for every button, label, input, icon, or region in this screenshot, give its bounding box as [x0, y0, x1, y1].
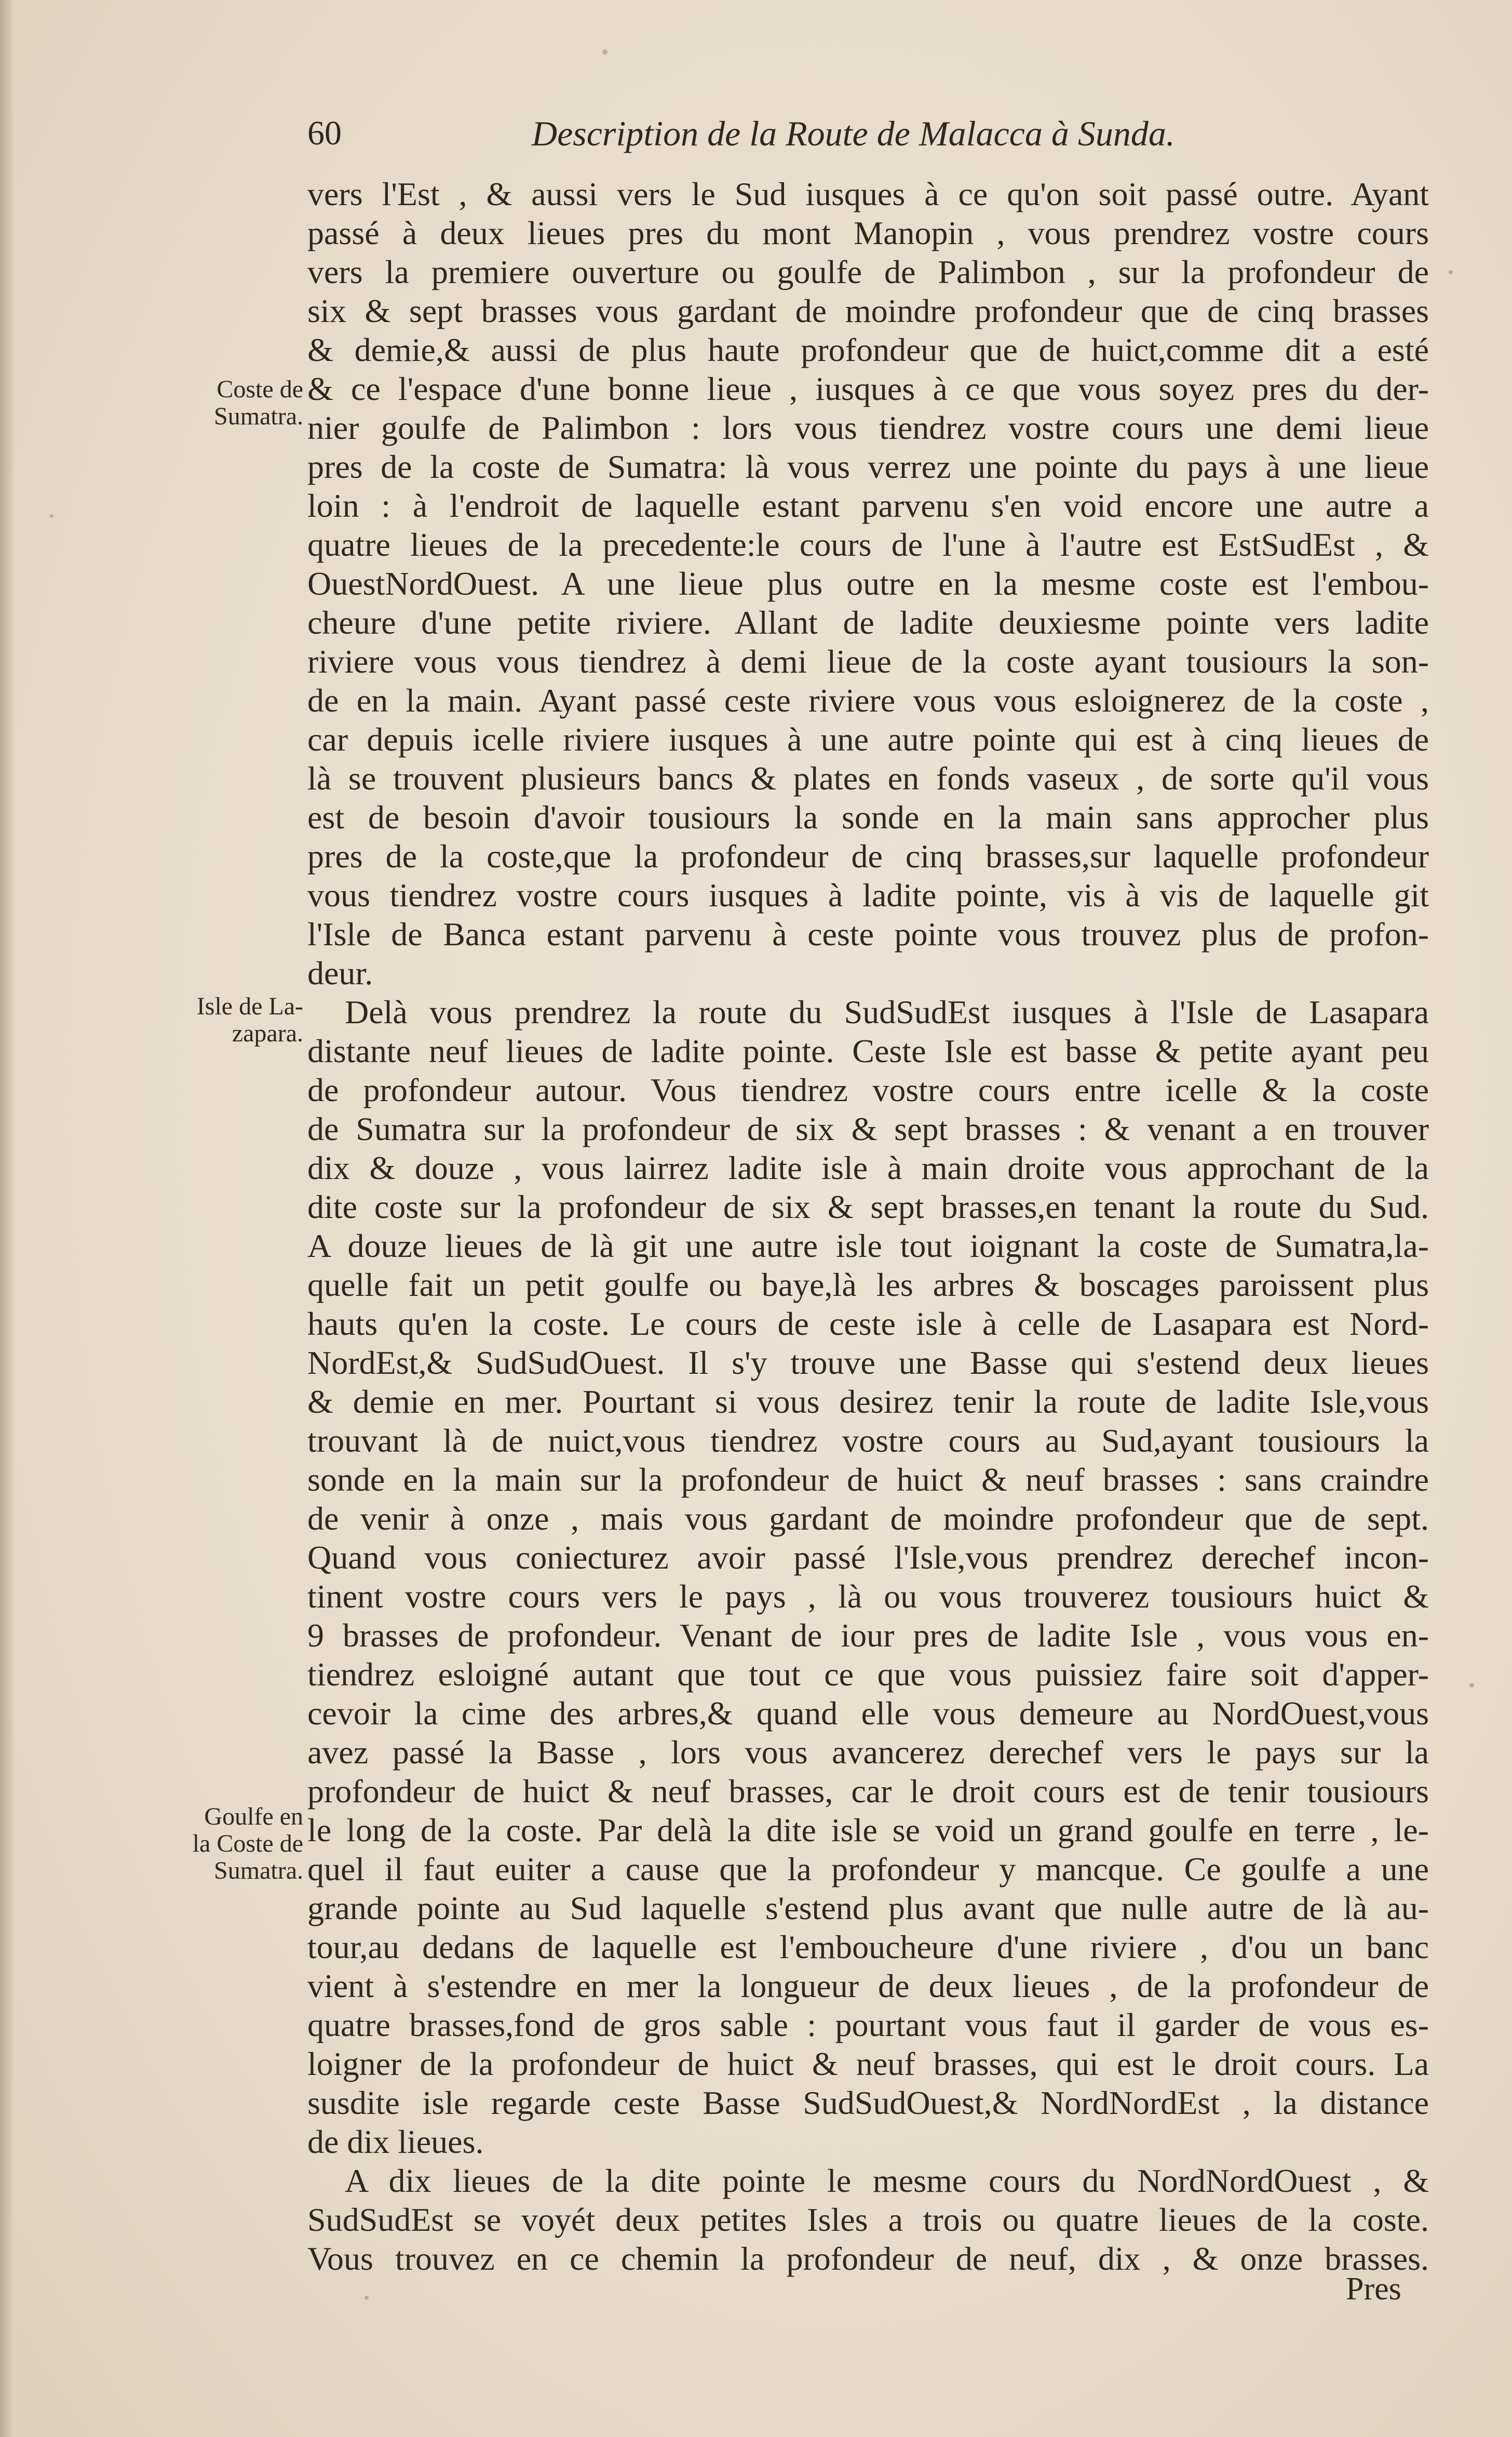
margin-note-line: Goulfe en [204, 1803, 303, 1830]
text-line: cevoir la cime des arbres,& quand elle vous demeure au NordOuest,vous [307, 1695, 1429, 1732]
text-line: six & sept brasses vous gardant de moindre profondeur que de cinq brasses [307, 292, 1429, 329]
text-line: de venir à onze , mais vous gardant de moindre profondeur que de sept. [307, 1500, 1429, 1537]
text-line: car depuis icelle riviere iusques à une autre pointe qui est à cinq lieues de [307, 721, 1429, 758]
text-line: de Sumatra sur la profondeur de six & sept brasses : & venant a en trouver [307, 1110, 1429, 1147]
text-line: pres de la coste de Sumatra: là vous verrez une pointe du pays à une lieue [307, 448, 1429, 485]
text-line: dix & douze , vous lairrez ladite isle à main droite vous approchant de la [307, 1149, 1429, 1186]
text-line: deur. [307, 955, 373, 992]
paper-speck [365, 2296, 369, 2300]
text-line: quel il faut euiter a cause que la profondeur y mancque. Ce goulfe a une [307, 1851, 1429, 1887]
margin-note-goulfe-en-la-coste [167, 1803, 303, 1884]
margin-note-line: Coste de [217, 376, 303, 403]
text-line: grande pointe au Sud laquelle s'estend plus avant que nulle autre de là au- [307, 1890, 1429, 1926]
text-line: cheure d'une petite riviere. Allant de ladite deuxiesme pointe vers ladite [307, 604, 1429, 641]
text-line: de profondeur autour. Vous tiendrez vostre cours entre icelle & la coste [307, 1072, 1429, 1108]
text-line: quatre lieues de la precedente:le cours de l'une à l'autre est EstSudEst , & [307, 526, 1429, 563]
paper-speck [602, 49, 608, 55]
text-line: Delà vous prendrez la route du SudSudEst iusques à l'Isle de Lasapara [345, 994, 1429, 1030]
text-line: tinent vostre cours vers le pays , là ou vous trouverez tousiours huict & [307, 1578, 1429, 1615]
text-line: tiendrez esloigné autant que tout ce que vous puissiez faire soit d'apper- [307, 1656, 1429, 1693]
catchword: Pres [1346, 2271, 1401, 2307]
body-paragraph-2 [307, 993, 1429, 2161]
text-line: Vous trouvez en ce chemin la profondeur de neuf, dix , & onze brasses. [307, 2240, 1429, 2277]
margin-note-line: Isle de La- [196, 993, 303, 1020]
running-title: Description de la Route de Malacca à Sunda. [532, 114, 1175, 153]
text-line: SudSudEst se voyét deux petites Isles a trois ou quatre lieues de la coste. [307, 2201, 1429, 2238]
text-line: nier goulfe de Palimbon : lors vous tiendrez vostre cours une demi lieue [307, 409, 1429, 446]
text-line: vers l'Est , & aussi vers le Sud iusques à ce qu'on soit passé outre. Ayant [307, 176, 1429, 212]
page-number: 60 [307, 114, 342, 152]
text-line: là se trouvent plusieurs bancs & plates en fonds vaseux , de sorte qu'il vous [307, 760, 1429, 797]
text-line: loin : à l'endroit de laquelle estant parvenu s'en void encore une autre a [307, 487, 1429, 524]
text-line: dite coste sur la profondeur de six & sept brasses,en tenant la route du Sud. [307, 1188, 1429, 1225]
text-line: Quand vous coniecturez avoir passé l'Isle,vous prendrez derechef incon- [307, 1539, 1429, 1576]
text-line: est de besoin d'avoir tousiours la sonde en la main sans approcher plus [307, 799, 1429, 836]
text-line: tour,au dedans de laquelle est l'emboucheure d'une riviere , d'ou un banc [307, 1929, 1429, 1965]
text-line: de dix lieues. [307, 2123, 484, 2160]
paper-speck [50, 514, 53, 518]
text-line: & ce l'espace d'une bonne lieue , iusques à ce que vous soyez pres du der- [307, 370, 1429, 407]
margin-note-line: la Coste de [192, 1830, 303, 1857]
text-line: riviere vous vous tiendrez à demi lieue de la coste ayant tousiours la son- [307, 643, 1429, 680]
text-line: trouvant là de nuict,vous tiendrez vostre cours au Sud,ayant tousiours la [307, 1422, 1429, 1459]
text-line: & demie,& aussi de plus haute profondeur que de huict,comme dit a esté [307, 331, 1429, 368]
text-line: passé à deux lieues pres du mont Manopin , vous prendrez vostre cours [307, 215, 1429, 251]
margin-note-isle-de-lazapara [167, 993, 303, 1047]
text-line: loigner de la profondeur de huict & neuf brasses, qui est le droit cours. La [307, 2045, 1429, 2082]
text-line: le long de la coste. Par delà la dite isle se void un grand goulfe en terre , le- [307, 1812, 1429, 1849]
paper-speck [1469, 1683, 1474, 1688]
margin-note-line: Sumatra. [214, 1857, 303, 1884]
text-line: NordEst,& SudSudOuest. Il s'y trouve une Basse qui s'estend deux lieues [307, 1344, 1429, 1381]
text-line: quatre brasses,fond de gros sable : pourtant vous faut il garder de vous es- [307, 2006, 1429, 2043]
body-paragraph-3 [307, 2161, 1429, 2278]
text-line: distante neuf lieues de ladite pointe. Ceste Isle est basse & petite ayant peu [307, 1033, 1429, 1069]
text-line: A douze lieues de là git une autre isle tout ioignant la coste de Sumatra,la- [307, 1227, 1429, 1264]
margin-note-coste-de-sumatra [167, 376, 303, 430]
text-line: de en la main. Ayant passé ceste riviere vous vous esloignerez de la coste , [307, 682, 1429, 719]
page-header [307, 110, 1284, 157]
text-line: OuestNordOuest. A une lieue plus outre en la mesme coste est l'embou- [307, 565, 1429, 602]
text-line: vers la premiere ouverture ou goulfe de Palimbon , sur la profondeur de [307, 253, 1429, 290]
text-line: vient à s'estendre en mer la longueur de deux lieues , de la profondeur de [307, 1967, 1429, 2004]
margin-note-line: Sumatra. [214, 403, 303, 430]
text-line: pres de la coste,que la profondeur de cinq brasses,sur laquelle profondeur [307, 838, 1429, 875]
paper-speck [1449, 270, 1453, 274]
text-line: 9 brasses de profondeur. Venant de iour pres de ladite Isle , vous vous en- [307, 1617, 1429, 1654]
text-line: susdite isle regarde ceste Basse SudSudOuest,& NordNordEst , la distance [307, 2084, 1429, 2121]
text-line: profondeur de huict & neuf brasses, car le droit cours est de tenir tousiours [307, 1773, 1429, 1810]
text-line: avez passé la Basse , lors vous avancerez derechef vers le pays sur la [307, 1734, 1429, 1771]
text-line: A dix lieues de la dite pointe le mesme cours du NordNordOuest , & [345, 2162, 1429, 2199]
binding-edge [0, 0, 14, 2437]
text-line: hauts qu'en la coste. Le cours de ceste isle à celle de Lasapara est Nord- [307, 1305, 1429, 1342]
text-line: quelle fait un petit goulfe ou baye,là les arbres & boscages paroissent plus [307, 1266, 1429, 1303]
text-line: & demie en mer. Pourtant si vous desirez tenir la route de ladite Isle,vous [307, 1383, 1429, 1420]
text-line: vous tiendrez vostre cours iusques à ladite pointe, vis à vis de laquelle git [307, 877, 1429, 914]
text-line: l'Isle de Banca estant parvenu à ceste pointe vous trouvez plus de profon- [307, 916, 1429, 953]
body-paragraph-1 [307, 175, 1429, 993]
text-line: sonde en la main sur la profondeur de huict & neuf brasses : sans craindre [307, 1461, 1429, 1498]
margin-note-line: zapara. [232, 1020, 303, 1047]
